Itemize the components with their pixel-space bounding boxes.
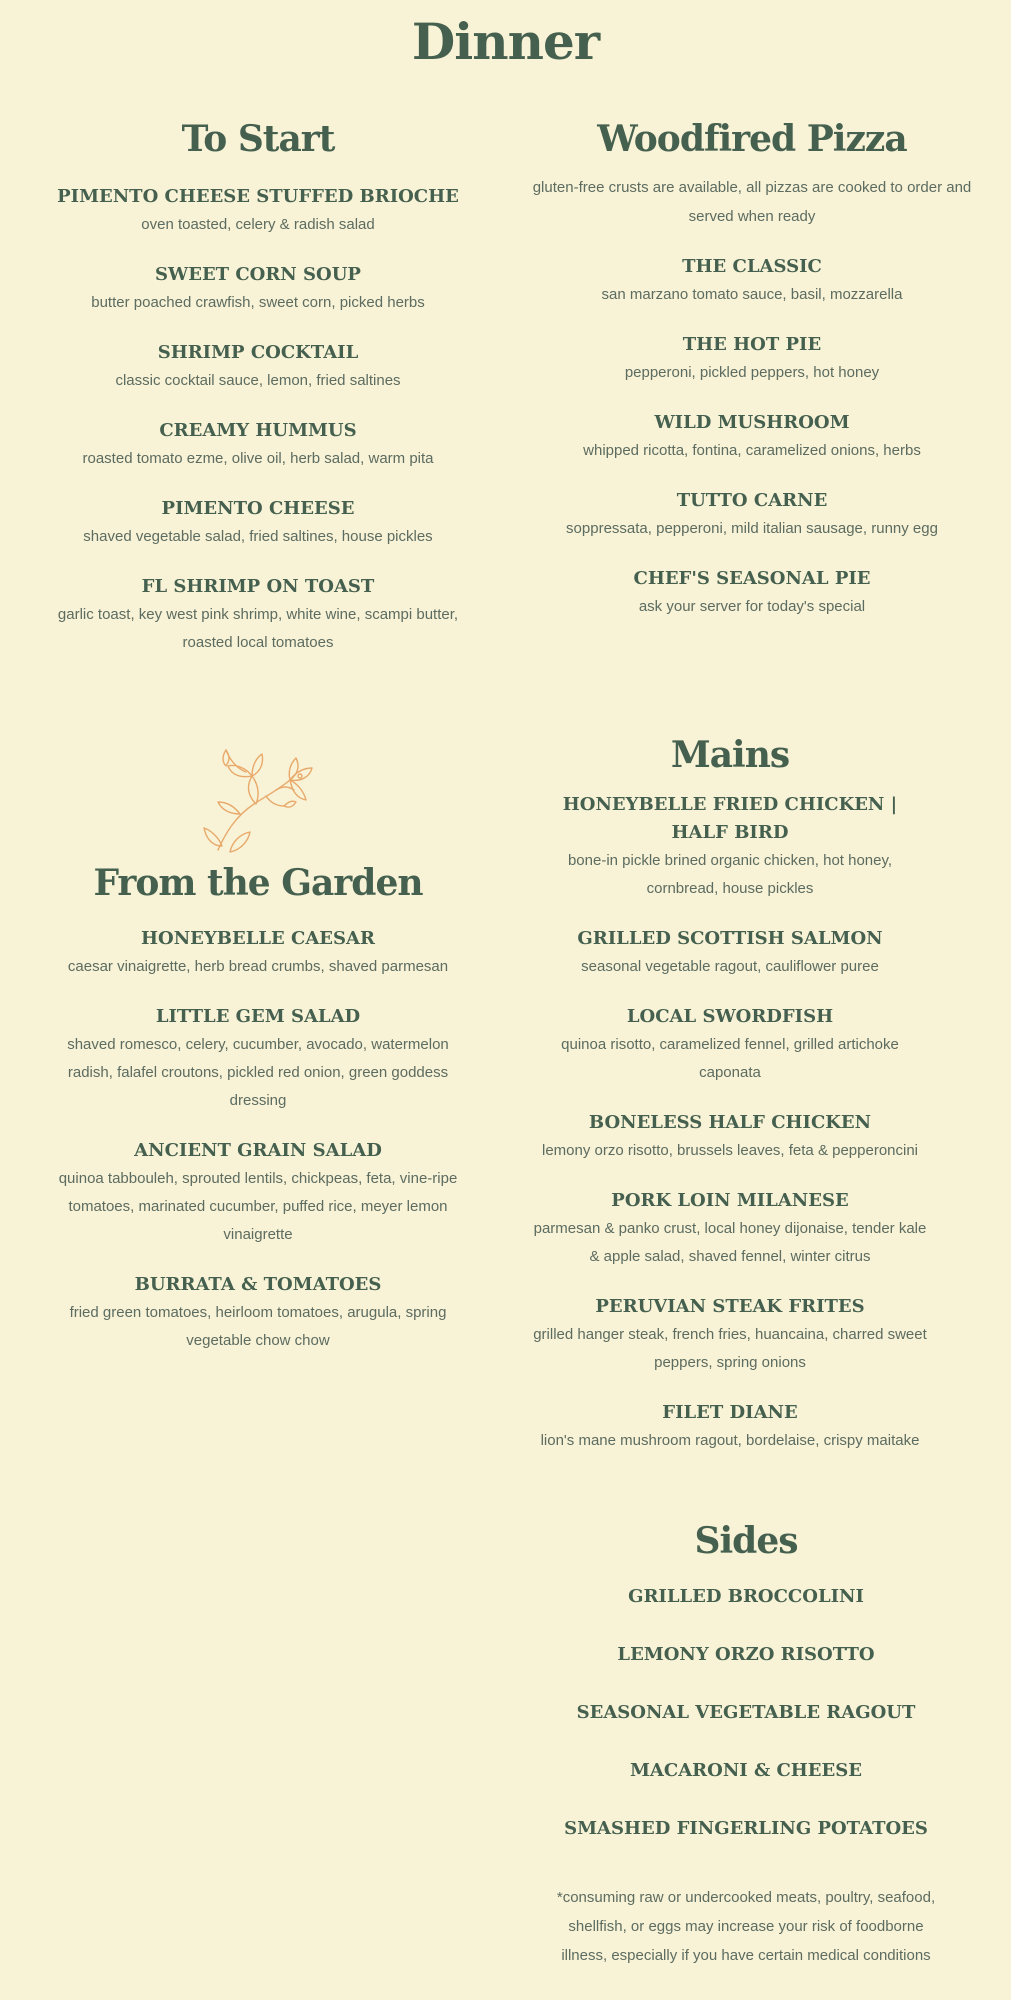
pizza-note: gluten-free crusts are available, all pizzas are cooked to order and served when ready [532,179,972,226]
menu-item [532,1003,928,1087]
section-title-from-the-garden: From the Garden [93,862,423,904]
menu-item-description: soppressata, pepperoni, mild italian sausage, runny egg [566,520,938,538]
menu-item-description: san marzano tomato sauce, basil, mozzarella [601,286,903,304]
menu-item-name: TUTTO CARNE [676,490,828,512]
side-item: GRILLED BROCCOLINI [628,1586,864,1608]
menu-item [50,495,466,551]
menu-item-name: WILD MUSHROOM [654,412,850,434]
from-the-garden-section [50,862,466,1377]
menu-item [50,261,466,317]
menu-item-description: seasonal vegetable ragout, cauliflower puree [581,958,879,976]
section-title-sides: Sides [694,1520,798,1562]
menu-item [522,487,982,543]
menu-item [50,573,466,657]
page-title: Dinner [411,12,600,71]
menu-item-name: CHEF'S SEASONAL PIE [633,568,871,590]
menu-item-description: butter poached crawfish, sweet corn, picked herbs [91,294,425,312]
menu-item-name: ANCIENT GRAIN SALAD [134,1140,382,1162]
menu-item [522,253,982,309]
menu-item-description: whipped ricotta, fontina, caramelized onions, herbs [583,442,921,460]
menu-item [532,1293,928,1377]
menu-item-description: bone-in pickle brined organic chicken, hot honey, cornbread, house pickles [567,852,893,898]
menu-item [50,1137,466,1249]
menu-item-description: shaved vegetable salad, fried saltines, house pickles [83,528,433,546]
menu-item-name: PIMENTO CHEESE [161,498,355,520]
menu-item-description: shaved romesco, celery, cucumber, avocado, watermelon radish, falafel croutons, pickled red onion, green goddess dressing [67,1036,449,1110]
menu-item-name: THE CLASSIC [682,256,822,278]
menu-item [532,1109,928,1165]
menu-item-name: GRILLED SCOTTISH SALMON [577,928,883,950]
menu-item [522,331,982,387]
menu-item-name: PORK LOIN MILANESE [611,1190,849,1212]
section-title-to-start: To Start [181,118,335,160]
menu-item-description: lemony orzo risotto, brussels leaves, feta & pepperoncini [541,1142,919,1160]
menu-item-name: PIMENTO CHEESE STUFFED BRIOCHE [57,186,459,208]
menu-item [50,1003,466,1115]
menu-item-name: THE HOT PIE [682,334,822,356]
menu-item-name: HONEYBELLE FRIED CHICKEN | HALF BIRD [562,794,898,844]
menu-item-name: BONELESS HALF CHICKEN [588,1112,872,1134]
menu-item [532,1187,928,1271]
menu-item-name: HONEYBELLE CAESAR [141,928,375,950]
to-start-section [50,118,466,679]
side-item: LEMONY ORZO RISOTTO [617,1644,875,1666]
menu-item [522,565,982,621]
menu-item-description: lion's mane mushroom ragout, bordelaise, crispy maitake [540,1432,920,1450]
menu-item-name: SWEET CORN SOUP [155,264,361,286]
menu-item-description: ask your server for today's special [638,598,866,616]
woodfired-pizza-section [522,118,982,643]
menu-item [50,183,466,239]
mains-section [532,734,928,1477]
menu-item-description: parmesan & panko crust, local honey dijonaise, tender kale & apple salad, shaved fennel, winter citrus [533,1220,927,1266]
menu-item [532,791,928,903]
menu-item-description: fried green tomatoes, heirloom tomatoes, arugula, spring vegetable chow chow [69,1304,447,1350]
section-title-mains: Mains [670,734,790,776]
menu-item [532,1399,928,1455]
menu-item-description: garlic toast, key west pink shrimp, white wine, scampi butter, roasted local tomatoes [57,606,459,652]
menu-item [532,925,928,981]
side-item: MACARONI & CHEESE [630,1760,862,1782]
menu-item-description: oven toasted, celery & radish salad [141,216,375,234]
menu-item-name: CREAMY HUMMUS [159,420,357,442]
menu-item [50,417,466,473]
menu-item [50,1271,466,1355]
menu-item-description: roasted tomato ezme, olive oil, herb salad, warm pita [82,450,434,468]
side-item: SMASHED FINGERLING POTATOES [564,1818,928,1840]
menu-item-name: BURRATA & TOMATOES [134,1274,382,1296]
menu-item-description: caesar vinaigrette, herb bread crumbs, shaved parmesan [67,958,449,976]
menu-item-description: grilled hanger steak, french fries, huancaina, charred sweet peppers, spring onions [533,1326,927,1372]
menu-item-name: LOCAL SWORDFISH [626,1006,834,1028]
section-title-woodfired-pizza: Woodfired Pizza [597,118,907,160]
menu-item-description: quinoa tabbouleh, sprouted lentils, chickpeas, feta, vine-ripe tomatoes, marinated cucumber, puffed rice, meyer lemon vinaigrette [58,1170,458,1244]
footnote: *consuming raw or undercooked meats, poultry, seafood, shellfish, or eggs may increase your risk of foodborne illness, especially if you have certain medical conditions [556,1889,936,1965]
side-item: SEASONAL VEGETABLE RAGOUT [576,1702,916,1724]
menu-item-name: LITTLE GEM SALAD [155,1006,361,1028]
menu-item-description: pepperoni, pickled peppers, hot honey [624,364,880,382]
floral-illustration-icon [196,746,316,856]
menu-item-name: FILET DIANE [662,1402,798,1424]
menu-item [50,925,466,981]
menu-item-description: classic cocktail sauce, lemon, fried saltines [115,372,401,390]
menu-item [522,409,982,465]
menu-item-name: SHRIMP COCKTAIL [157,342,359,364]
menu-item-name: FL SHRIMP ON TOAST [141,576,375,598]
sides-section [540,1520,952,1970]
menu-item-description: quinoa risotto, caramelized fennel, grilled artichoke caponata [561,1036,899,1082]
menu-item-name: PERUVIAN STEAK FRITES [595,1296,865,1318]
menu-item [50,339,466,395]
